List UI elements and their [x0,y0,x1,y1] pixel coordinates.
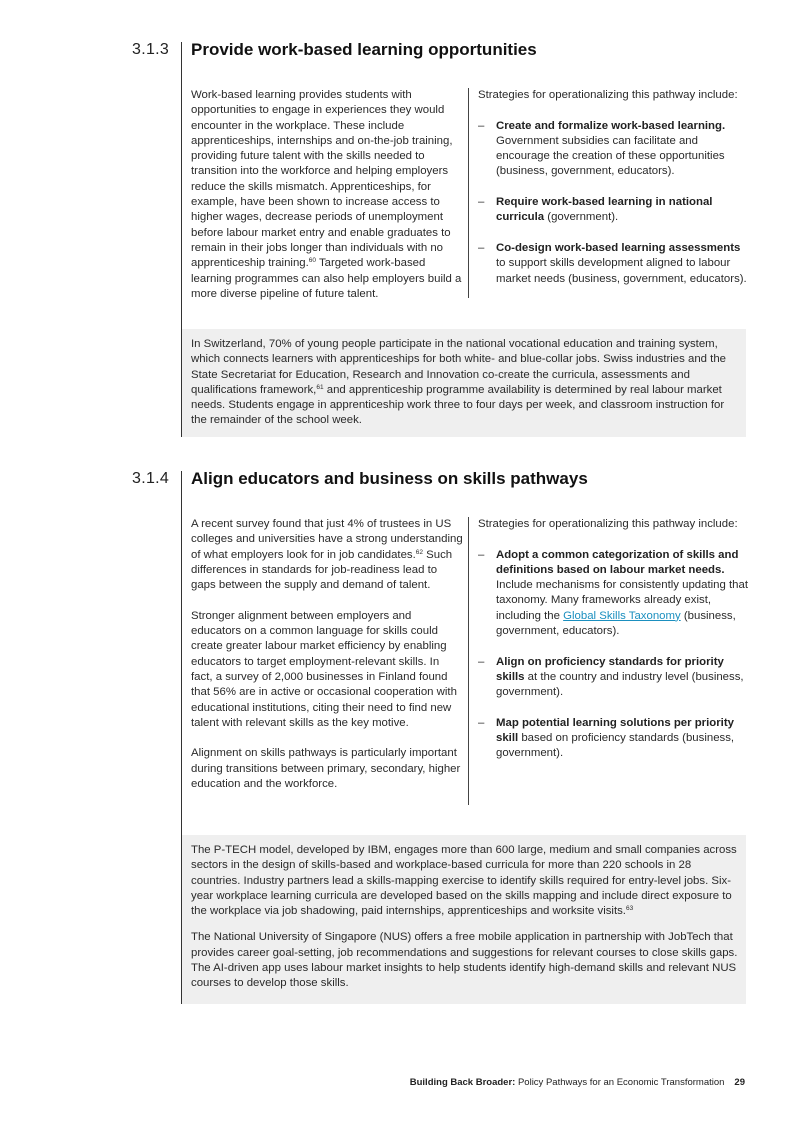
case-text: In Switzerland, 70% of young people participate in the national vocational education and training system, which connects learners with apprenticeships for both white- and blue-collar jobs. Swiss industries and the State Secretariat for Education, Research and Innovation co-create the curricula, assessments and qualifications framework,$^{61}$ and apprenticeship programme availability is determined by real labour market needs. Students engage in apprenticeship work three to four days per week, and classroom instruction for the remainder of the school week. [191,338,727,427]
page-footer [410,1077,745,1088]
body-text-3-1-3 [191,88,463,302]
global-skills-taxonomy-link[interactable]: Global Skills Taxonomy [563,609,681,622]
footer-report-title: Building Back Broader: [409,1077,516,1088]
section-number-3-1-4: 3.1.4 [132,470,170,487]
paragraph: Stronger alignment between employers and educators on a common language for skills could create greater labour market efficiency by enabling educators to target employment-relevant skills. In fact, a survey of 2,000 businesses in Finland found that 56% are in active or occasional cooperation with educational institutions, citing their need to find new talent with relevant skills as the key motive. [191,609,457,729]
case-study-switzerland [182,329,746,437]
strategies-intro: Strategies for operationalizing this pathway include: [478,518,738,530]
case-text-nus: The National University of Singapore (NUS) offers a free mobile application in partnership with JobTech that provides career goal-setting, job recommendations and suggestions for relevant courses to close skills gaps. The AI-driven app uses labour market insights to help students identify high-demand skills and relevant NUS courses to develop those skills. [191,931,738,990]
footer-report-subtitle: Policy Pathways for an Economic Transformation [515,1077,725,1088]
footnote-ref-60[interactable]: 60 [308,257,317,265]
footnote-ref-63[interactable]: 63 [625,905,634,913]
paragraph: Work-based learning provides students with opportunities to engage in experiences they would encounter in the workplace. These include apprenticeships, internships and on-the-job training, providing future talent with the skills needed to transition into the workforce and helping employers reduce the skills mismatch. Apprenticeships, for example, have been shown to increase access to higher wages, decrease periods of unemployment before labour market entry and enable graduates to remain in their jobs longer than individuals with no apprenticeship training.$^{60}$ Targeted work-based learning programmes can also help employers build a more diverse pipeline of future talent. [191,89,462,300]
section-title-3-1-4: Align educators and business on skills pathways [191,469,588,488]
strategies-intro: Strategies for operationalizing this pathway include: [478,89,738,101]
column-divider [468,88,469,298]
strategies-3-1-4 [478,517,748,777]
strategy-item: – Co-design work-based learning assessments to support skills development aligned to labour market needs (business, government, educators). [478,241,747,285]
paragraph: A recent survey found that just 4% of trustees in US colleges and universities have a strong understanding of what employers look for in job candidates.$^{62}$ Such differences in standards for job-readiness lead to gaps between the supply and demand of talent. [191,518,463,592]
strategy-item: – Map potential learning solutions per priority skill based on proficiency standards (business, government). [478,716,735,760]
case-text-ptech: The P-TECH model, developed by IBM, engages more than 600 large, medium and small companies across sectors in the design of skills-based and workplace-based curricula for more than 220 schools in 28 countries. Industry partners lead a skills-mapping exercise to identify skills required for entry-level jobs. Six-year workplace learning curricula are developed based on the skills mapping and include direct exposure to the workplace via job shadowing, paid internships, apprenticeships and worksite visits.$^{63}$ [191,844,737,918]
section-title-3-1-3: Provide work-based learning opportunities [191,40,537,59]
strategy-item: – Align on proficiency standards for priority skills at the country and industry level (business, government). [478,655,744,699]
page-number: 29 [734,1077,745,1088]
footnote-ref-61[interactable]: 61 [316,383,324,391]
column-divider [468,517,469,805]
strategy-item: – Adopt a common categorization of skills and definitions based on labour market needs. Include mechanisms for consistently updating that taxonomy. Many frameworks already exist, including the Global Skills Taxonomy (business, government, educators). [478,548,748,638]
strategy-item: – Require work-based learning in national curricula (government). [478,196,713,224]
paragraph: Alignment on skills pathways is particularly important during transitions between primary, secondary, higher education and the workforce. [191,747,461,791]
footnote-ref-62[interactable]: 62 [415,548,424,556]
case-study-box [182,835,746,1004]
body-text-3-1-4 [191,517,463,792]
strategy-item: – Create and formalize work-based learning. Government subsidies can facilitate and encourage the creation of these opportunities (business, government, educators). [478,119,726,178]
strategies-3-1-3 [478,88,748,302]
section-number-3-1-3: 3.1.3 [132,41,170,58]
